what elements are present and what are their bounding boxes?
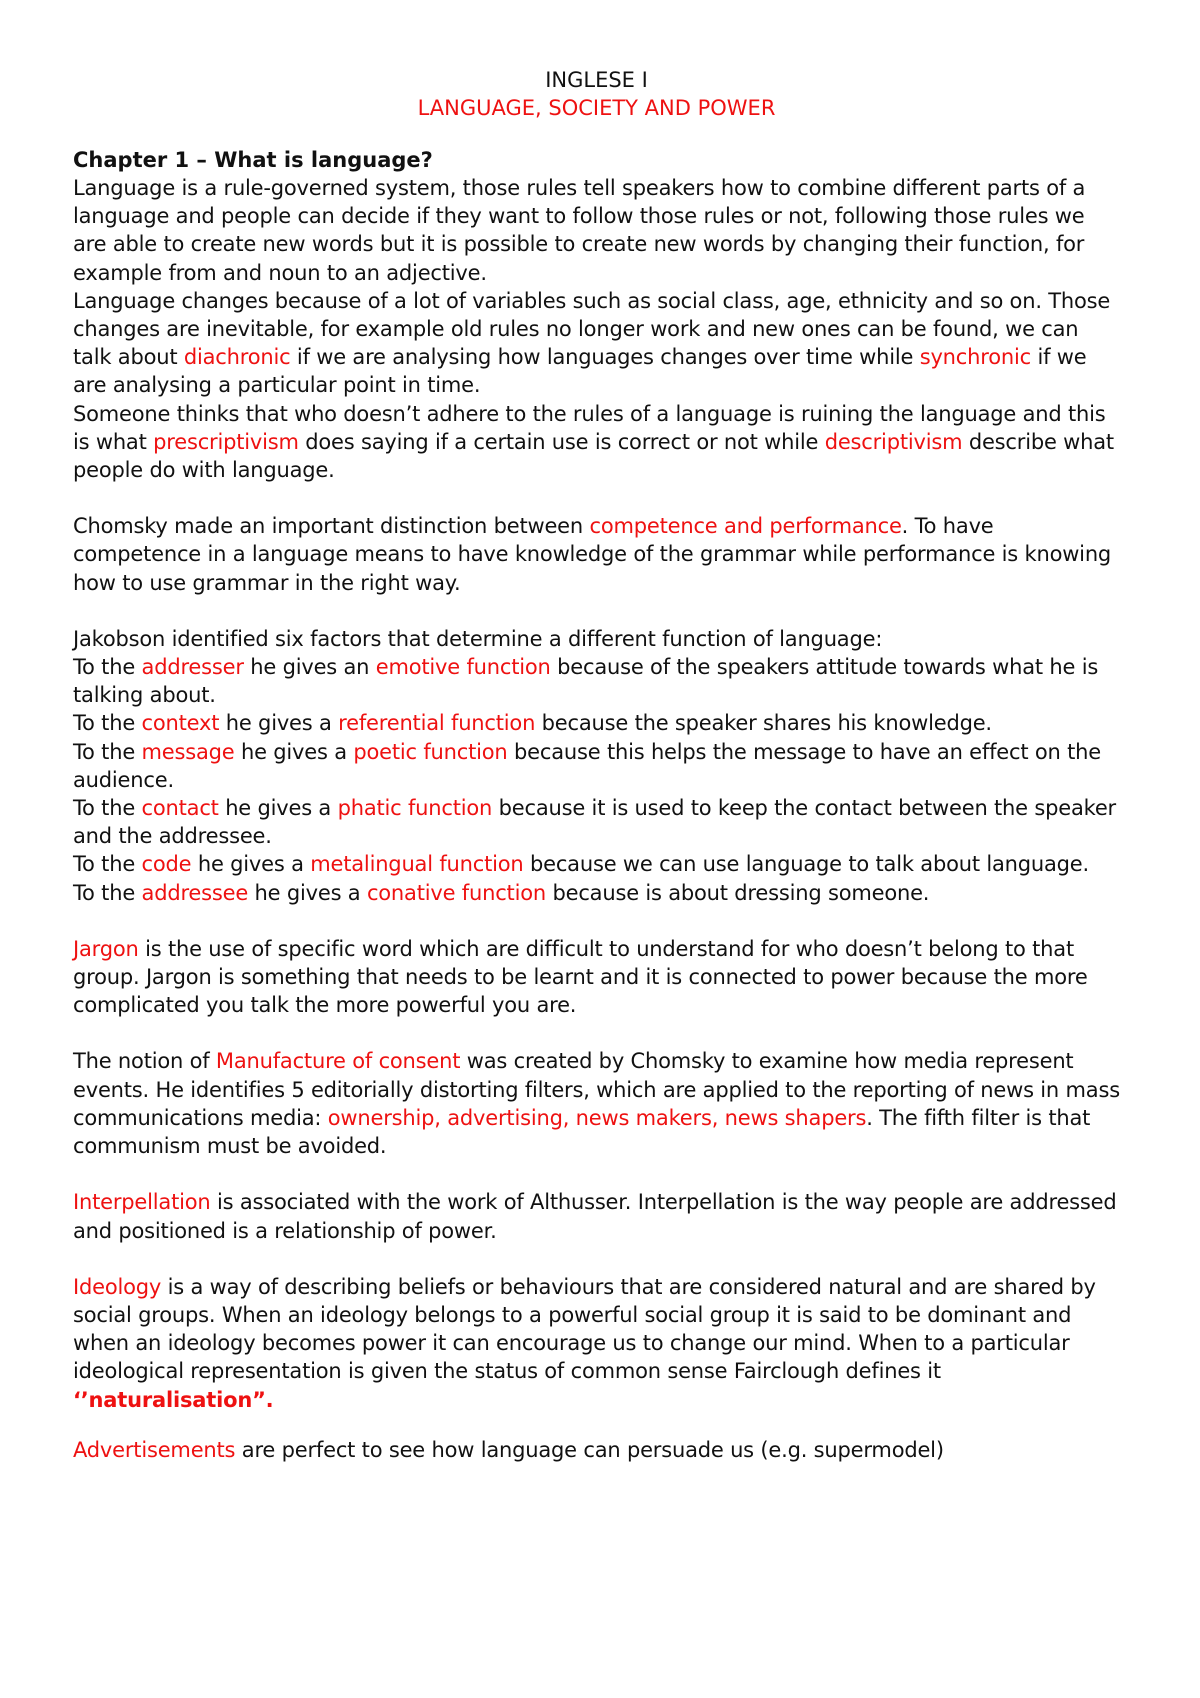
- paragraph: [73, 879, 1120, 907]
- paragraph-spacer: [73, 1019, 1120, 1047]
- paragraph-spacer: [73, 1245, 1120, 1273]
- paragraph: [73, 625, 1120, 653]
- highlighted-term: diachronic: [183, 345, 291, 370]
- document-header: [73, 66, 1120, 122]
- text-segment: does saying if a certain use is correct or not while: [298, 429, 825, 454]
- text-segment: he gives a: [234, 739, 354, 764]
- highlighted-term: poetic function: [353, 739, 508, 764]
- highlighted-term: descriptivism: [824, 429, 963, 454]
- highlighted-term: Jargon: [73, 936, 139, 961]
- text-segment: To the: [73, 711, 142, 736]
- text-segment: Language changes because of a lot of variables such as social class, age, ethnicity and so on. Those changes are inevitable, for example old rules no longer work and new ones can be found, we can talk about: [73, 288, 1111, 370]
- highlighted-term: addressee: [141, 880, 249, 905]
- text-segment: he gives a: [191, 852, 311, 877]
- text-segment: To the: [73, 852, 142, 877]
- text-segment: Jakobson identified six factors that determine a different function of language:: [73, 626, 883, 651]
- chapter-heading: Chapter 1 – What is language?: [73, 148, 433, 172]
- text-segment: because this helps the message to have an effect on the audience.: [73, 739, 1101, 792]
- text-segment: he gives an: [243, 655, 376, 680]
- text-segment: Chomsky made an important distinction between: [73, 514, 590, 539]
- paragraph: [73, 1436, 1120, 1464]
- text-segment: describe what people do with language.: [73, 429, 1114, 483]
- text-segment: To the: [73, 880, 142, 905]
- text-segment: To the: [73, 739, 142, 764]
- highlighted-term: metalingual function: [310, 852, 524, 877]
- paragraph: [73, 794, 1120, 850]
- paragraph: [73, 653, 1120, 709]
- text-segment: The notion of: [73, 1049, 216, 1074]
- highlighted-term: Interpellation: [73, 1190, 211, 1215]
- text-segment: he gives a: [219, 711, 339, 736]
- text-segment: To the: [73, 796, 142, 821]
- text-segment: if we are analysing how languages changes over time while: [290, 345, 920, 370]
- paragraph: [73, 287, 1120, 400]
- text-segment: are perfect to see how language can persuade us (e.g. supermodel): [235, 1437, 944, 1462]
- paragraph: [73, 400, 1120, 485]
- highlighted-term: phatic function: [337, 796, 493, 821]
- highlighted-term: conative function: [366, 880, 546, 905]
- paragraph-spacer: [73, 1160, 1120, 1188]
- text-segment: is associated with the work of Althusser. Interpellation is the way people are addressed and positioned is a relationship of power.: [73, 1190, 1117, 1243]
- text-segment: he gives a: [248, 880, 367, 905]
- highlighted-term: contact: [141, 796, 219, 821]
- paragraph: [73, 512, 1120, 597]
- highlighted-term: referential function: [338, 711, 536, 736]
- highlighted-term: competence and performance: [589, 514, 902, 539]
- text-segment: because is about dressing someone.: [546, 880, 930, 905]
- text-segment: he gives a: [218, 796, 338, 821]
- highlighted-term: emotive function: [375, 655, 551, 680]
- text-segment: because it is used to keep the contact between the speaker and the addressee.: [73, 796, 1116, 849]
- text-segment: because we can use language to talk about language.: [523, 852, 1090, 877]
- highlighted-term: message: [141, 739, 235, 764]
- highlighted-term: Manufacture of consent: [215, 1049, 461, 1074]
- text-segment: because of the speakers attitude towards what he is talking about.: [73, 655, 1099, 708]
- highlighted-term: synchronic: [919, 345, 1031, 370]
- document-subtitle: LANGUAGE, SOCIETY AND POWER: [417, 96, 776, 120]
- paragraph: [73, 1188, 1120, 1244]
- paragraph-spacer: [73, 597, 1120, 625]
- paragraph-spacer: [73, 907, 1120, 935]
- text-segment: Someone thinks that who doesn’t adhere to the rules of a language is ruining the language and this is what: [73, 401, 1106, 454]
- paragraph: [73, 935, 1120, 1020]
- highlighted-term: code: [141, 852, 192, 877]
- highlighted-term: Ideology: [73, 1274, 162, 1299]
- highlighted-term: ownership, advertising, news makers, news shapers: [327, 1105, 867, 1130]
- paragraph: [73, 1273, 1120, 1414]
- paragraph: [73, 850, 1120, 878]
- highlighted-term: prescriptivism: [153, 429, 299, 454]
- text-segment: because the speaker shares his knowledge.: [535, 711, 992, 736]
- paragraph-spacer: [73, 484, 1120, 512]
- highlighted-term: context: [141, 711, 220, 736]
- text-segment: . To have competence in a language means to have knowledge of the grammar while performance is knowing how to use grammar in the right way.: [73, 514, 1112, 595]
- text-segment: . The fifth filter is that communism must be avoided.: [73, 1105, 1091, 1159]
- text-segment: Language is a rule-governed system, those rules tell speakers how to combine different parts of a language and people can decide if they want to follow those rules or not, following those rules we are able to create new words but it is possible to create new words by changing their function, for example from and noun to an adjective.: [73, 176, 1086, 285]
- paragraph: [73, 1047, 1120, 1160]
- paragraph: [73, 738, 1120, 794]
- course-title: INGLESE I: [545, 68, 648, 92]
- text-segment: is a way of describing beliefs or behaviours that are considered natural and are shared by social groups. When an ideology belongs to a powerful social group it is said to be dominant and when an ideology becomes power it can encourage us to change our mind. When to a particular ideological representation is given the status of common sense Fairclough defines it: [73, 1274, 1096, 1384]
- highlighted-term: addresser: [141, 655, 244, 680]
- paragraph: [73, 709, 1120, 737]
- text-segment: if we are analysing a particular point in time.: [73, 345, 1087, 398]
- text-segment: is the use of specific word which are difficult to understand for who doesn’t belong to that group. Jargon is something that needs to be learnt and it is connected to power because the more complicated you talk the more powerful you are.: [73, 936, 1088, 1018]
- text-segment: To the: [73, 655, 142, 680]
- text-segment: was created by Chomsky to examine how media represent events. He identifies 5 editorially distorting filters, which are applied to the reporting of news in mass communications media:: [73, 1049, 1120, 1130]
- document-body: [73, 174, 1120, 1464]
- highlighted-term: ‘’naturalisation”.: [73, 1387, 274, 1412]
- highlighted-term: Advertisements: [73, 1437, 236, 1462]
- paragraph: [73, 174, 1120, 287]
- paragraph-spacer: [73, 1414, 1120, 1436]
